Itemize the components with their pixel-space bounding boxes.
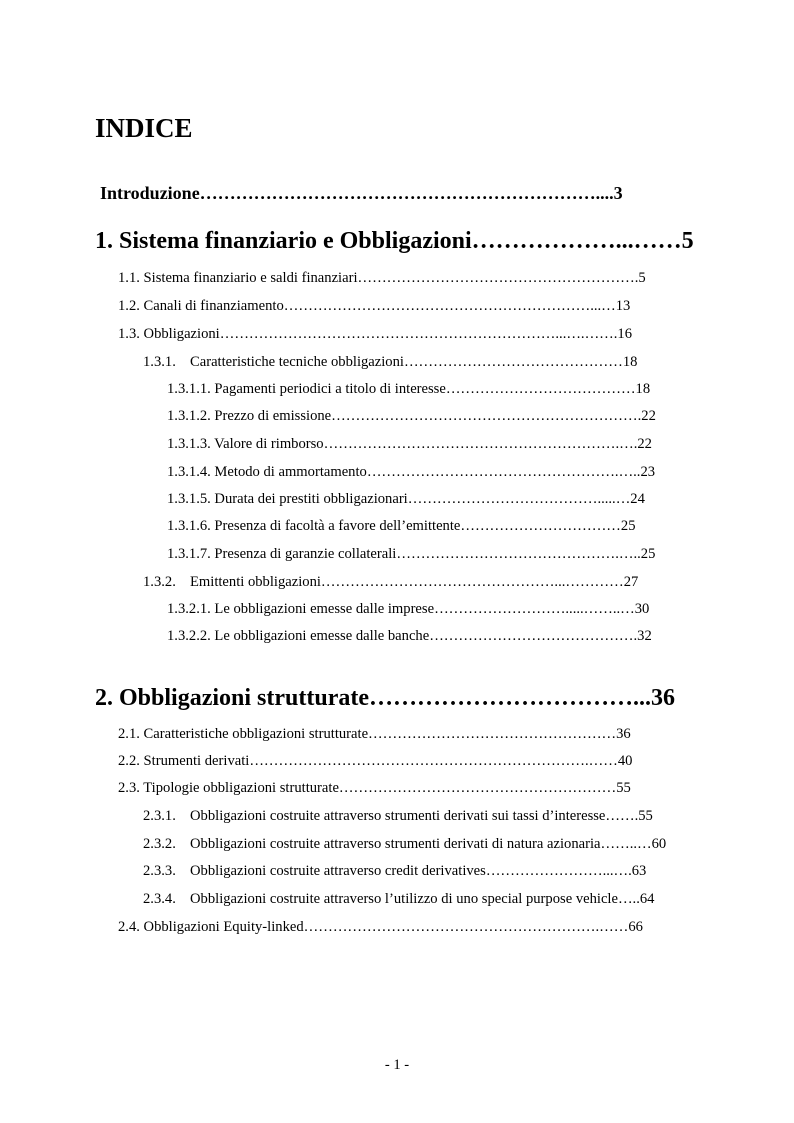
toc-entry-1-3-1-7: 1.3.1.7. Presenza di garanzie collaterali……………………………………….…..25 <box>167 546 656 562</box>
toc-entry-1-3-2-2: 1.3.2.2. Le obbligazioni emesse dalle banche…………………………………….32 <box>167 628 652 644</box>
toc-entry-1-3-1-4: 1.3.1.4. Metodo di ammortamento…………………………………………….…..23 <box>167 464 656 480</box>
toc-entry-1-3-1-2: 1.3.1.2. Prezzo di emissione……………………………………………………….22 <box>167 408 656 424</box>
toc-entry-1-3-1-6: 1.3.1.6. Presenza di facoltà a favore dell’emittente……………………………25 <box>167 518 636 534</box>
toc-entry-2-2: 2.2. Strumenti derivati…………………………………………………………….……40 <box>118 753 633 769</box>
page-number: - 1 - <box>384 1057 410 1073</box>
toc-introduction: Introduzione…………………………………………………………....3 <box>100 183 623 203</box>
toc-entry-text: Obbligazioni costruite attraverso credit derivatives……………………...….63 <box>190 863 647 879</box>
toc-entry-number: 2.3.4. <box>143 891 176 907</box>
toc-entry-number: 2.3.3. <box>143 863 176 879</box>
toc-entry-text: Caratteristiche tecniche obbligazioni………………………………………18 <box>190 354 638 370</box>
toc-entry-1-3-1-1: 1.3.1.1. Pagamenti periodici a titolo di interesse…………………………………18 <box>167 381 651 397</box>
toc-entry-1-3-1-5: 1.3.1.5. Durata dei prestiti obbligazionari………………………………….....…24 <box>167 491 645 507</box>
toc-entry-1-3-1 <box>143 352 696 372</box>
toc-entry-text: Obbligazioni costruite attraverso l’utilizzo di uno special purpose vehicle…..64 <box>190 891 655 907</box>
toc-chapter-1: 1. Sistema finanziario e Obbligazioni………………...……5 <box>95 228 694 254</box>
page-title: INDICE <box>95 113 193 143</box>
toc-chapter-2: 2. Obbligazioni strutturate……………………………...36 <box>95 685 675 711</box>
toc-entry-2-3-3 <box>143 861 696 881</box>
toc-entry-2-1: 2.1. Caratteristiche obbligazioni strutturate……………………………………………36 <box>118 726 631 742</box>
toc-entry-2-4: 2.4. Obbligazioni Equity-linked…………………………………………………….……66 <box>118 919 643 935</box>
toc-entry-2-3-2 <box>143 834 696 854</box>
toc-entry-text: Obbligazioni costruite attraverso strumenti derivati di natura azionaria……..…60 <box>190 836 667 852</box>
toc-entry-2-3-1 <box>143 806 696 826</box>
toc-entry-text: Emittenti obbligazioni…………………………………………...…………27 <box>190 574 639 590</box>
toc-entry-number: 1.3.1. <box>143 354 176 370</box>
toc-entry-1-2: 1.2. Canali di finanziamento………………………………………………………...…13 <box>118 298 631 314</box>
toc-entry-1-3-1-3: 1.3.1.3. Valore di rimborso…………………………………………………….….22 <box>167 436 652 452</box>
toc-entry-1-3: 1.3. Obbligazioni……………………………………………………………...….…….16 <box>118 326 633 342</box>
toc-entry-number: 2.3.2. <box>143 836 176 852</box>
toc-entry-1-3-2-1: 1.3.2.1. Le obbligazioni emesse dalle imprese……………………….....……..…30 <box>167 601 650 617</box>
toc-entry-2-3-4 <box>143 889 696 909</box>
toc-entry-1-1: 1.1. Sistema finanziario e saldi finanziari………………………………………………….5 <box>118 270 646 286</box>
toc-entry-1-3-2 <box>143 572 696 592</box>
toc-entry-2-3: 2.3. Tipologie obbligazioni strutturate…………………………………………………55 <box>118 780 631 796</box>
toc-entry-number: 1.3.2. <box>143 574 176 590</box>
toc-entry-text: Obbligazioni costruite attraverso strumenti derivati sui tassi d’interesse…….55 <box>190 808 653 824</box>
toc-entry-number: 2.3.1. <box>143 808 176 824</box>
